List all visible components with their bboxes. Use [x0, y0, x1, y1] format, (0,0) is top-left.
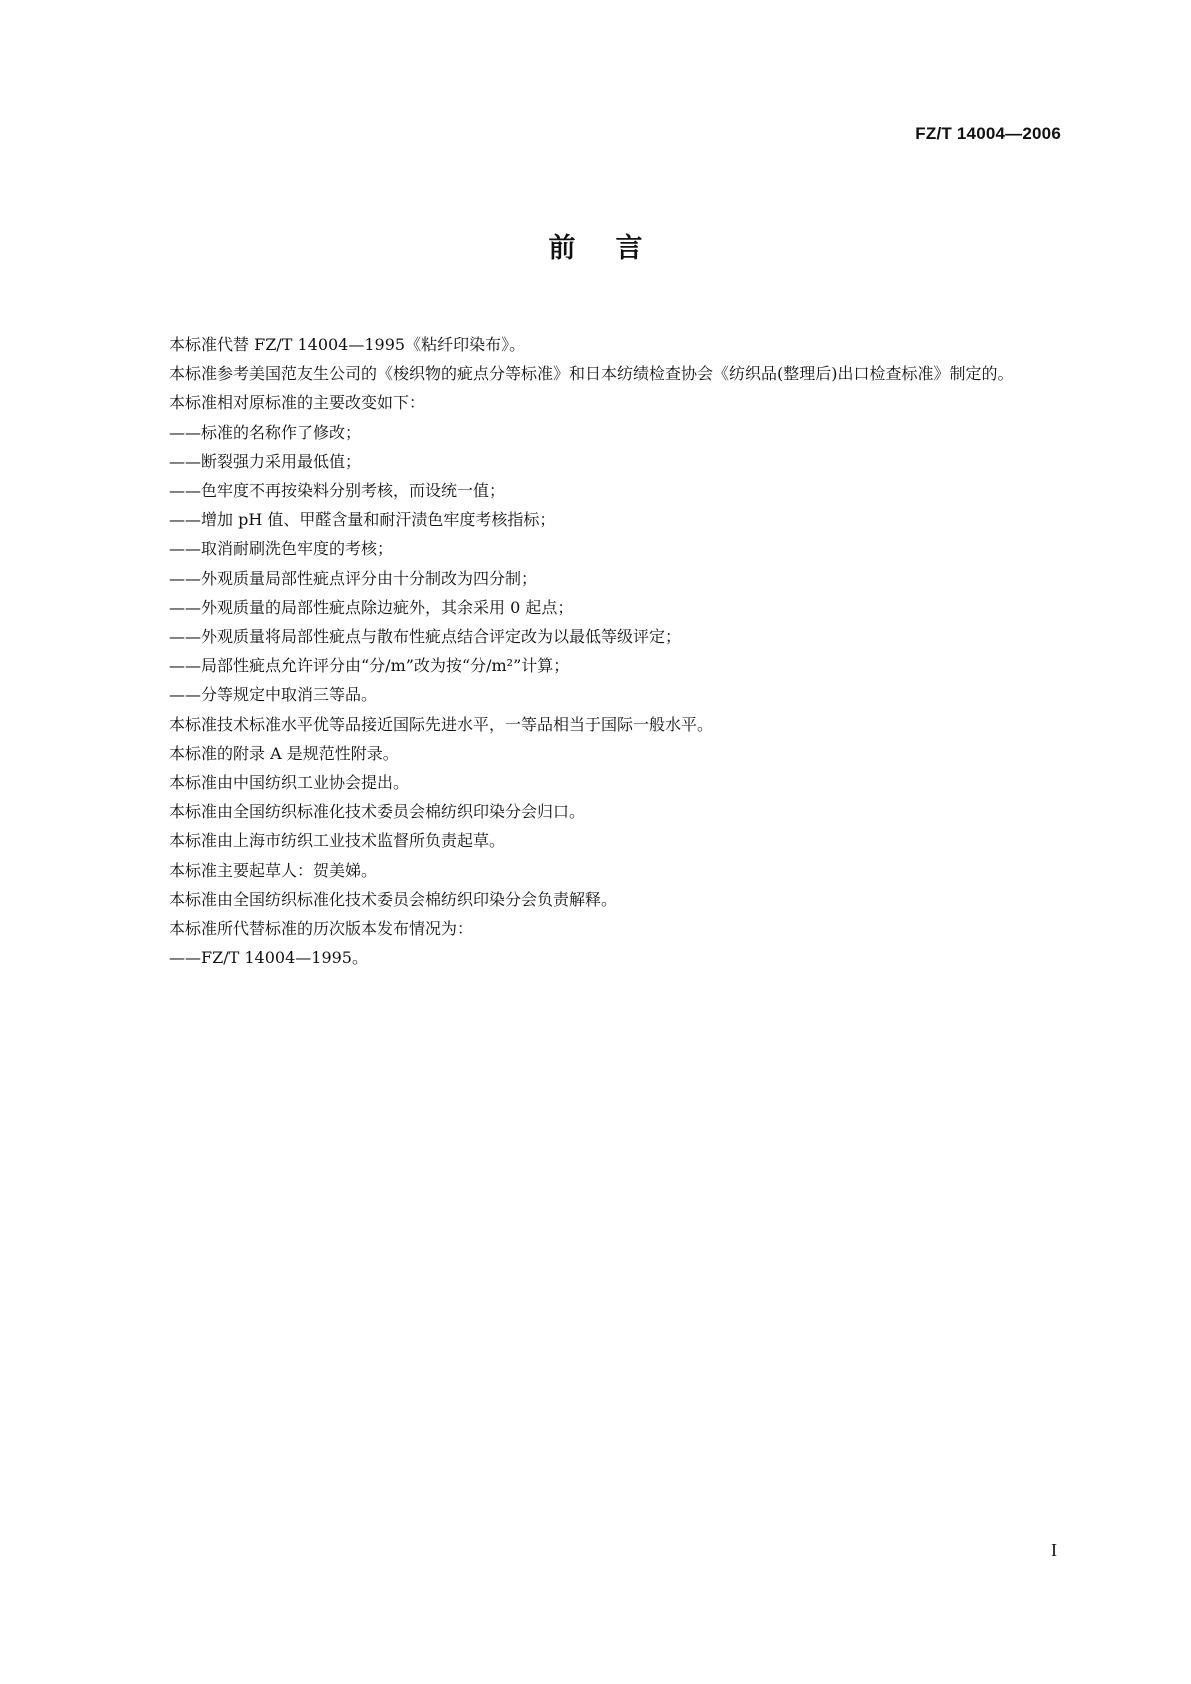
list-item: ——标准的名称作了修改；: [169, 422, 362, 442]
paragraph: 本标准参考美国范友生公司的《梭织物的疵点分等标准》和日本纺绩检查协会《纺织品(整理后)出口检查标准》制定的。: [169, 364, 1014, 384]
paragraph: 本标准由全国纺织标准化技术委员会棉纺织印染分会负责解释。: [169, 889, 618, 909]
paragraph: 本标准主要起草人：贺美娣。: [169, 860, 378, 880]
paragraph: 本标准由上海市纺织工业技术监督所负责起草。: [169, 831, 506, 851]
list-item: ——局部性疵点允许评分由“分/m”改为按“分/m²”计算；: [169, 656, 570, 676]
paragraph: 本标准相对原标准的主要改变如下：: [169, 393, 426, 413]
list-item: ——外观质量的局部性疵点除边疵外，其余采用 0 起点；: [169, 597, 574, 617]
list-item: ——色牢度不再按染料分别考核，而设统一值；: [169, 481, 506, 501]
list-item: ——外观质量将局部性疵点与散布性疵点结合评定改为以最低等级评定；: [169, 627, 682, 647]
page-title: 前言: [548, 233, 683, 264]
list-item: ——增加 pH 值、甲醛含量和耐汗渍色牢度考核指标；: [169, 510, 556, 530]
paragraph: 本标准由全国纺织标准化技术委员会棉纺织印染分会归口。: [169, 802, 586, 822]
list-item: ——断裂强力采用最低值；: [169, 451, 362, 471]
list-item: ——FZ/T 14004—1995。: [169, 948, 368, 968]
list-item: ——取消耐刷洗色牢度的考核；: [169, 539, 394, 559]
paragraph: 本标准所代替标准的历次版本发布情况为：: [169, 919, 474, 939]
page-number: I: [1051, 1540, 1057, 1560]
list-item: ——外观质量局部性疵点评分由十分制改为四分制；: [169, 568, 538, 588]
paragraph: 本标准由中国纺织工业协会提出。: [169, 773, 410, 793]
list-item: ——分等规定中取消三等品。: [169, 685, 378, 705]
paragraph: 本标准的附录 A 是规范性附录。: [169, 743, 399, 763]
paragraph: 本标准代替 FZ/T 14004—1995《粘纤印染布》。: [169, 335, 526, 354]
paragraph: 本标准技术标准水平优等品接近国际先进水平，一等品相当于国际一般水平。: [169, 714, 714, 734]
standard-number: FZ/T 14004—2006: [915, 124, 1061, 143]
foreword-body: [137, 330, 1072, 972]
